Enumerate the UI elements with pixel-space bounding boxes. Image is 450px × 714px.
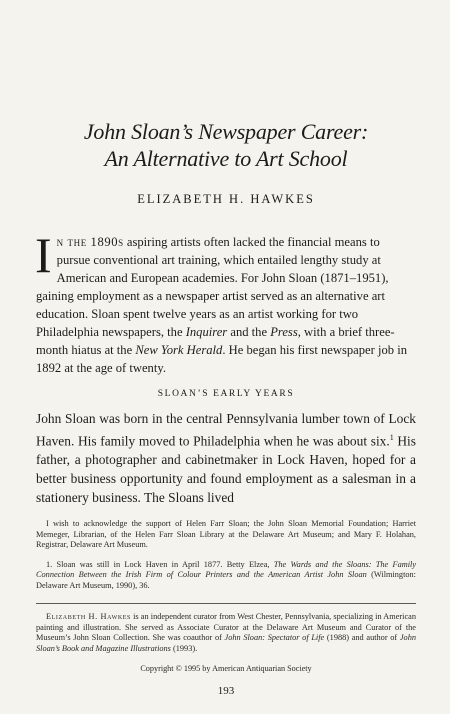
body-text-2: His father, a photographer and cabinetmaker in Lock Haven, hoped for a better business opportunity and found employment as a salesman in a stationery business. The Sloans lived (36, 433, 416, 506)
page-number: 193 (217, 684, 235, 697)
bio-text-1: is an independent curator from West Chester, Pennsylvania, specializing in American painting and illustration. She served as Associate Curator at the Delaware Art Museum and Curator of the Museum’s John Sloan Collection. She was coauthor of (36, 612, 416, 643)
intro-text-2: and the (227, 325, 271, 339)
bio-text-2: (1988) and author of (324, 633, 400, 643)
body-text-1: John Sloan was born in the central Pennsylvania lumber town of Lock Haven. His family moved to Philadelphia when he was about six. (36, 411, 416, 449)
intro-paragraph (35, 227, 416, 377)
newspaper-inquirer: Inquirer (185, 325, 228, 339)
intro-leadin: n the 1890s (56, 235, 124, 249)
bio-text-3: (1993). (170, 643, 198, 653)
acknowledgment-note: I wish to acknowledge the support of Helen Farr Sloan; the John Sloan Memorial Foundation; Harriet Memeger, Librarian, of the Helen Farr Sloan Library at the Delaware Art Museum; and Mary F. Holahan, Registrar, Delaware Art Museum. (36, 519, 416, 550)
intro-text-4: . He began his first newspaper job in 1892 at the age of twenty. (36, 343, 408, 375)
author-bio (36, 612, 416, 654)
intro-text-1: aspiring artists often lacked the financial means to pursue conventional art training, which entailed lengthy study at American and European academies. For John Sloan (1871–1951), gaining employment as a newspaper artist served as an alternative art education. Sloan spent twelve years as an artist working for two Philadelphia newspapers, the (36, 235, 389, 339)
divider-rule (36, 603, 416, 604)
intro-text-3: , with a brief three-month hiatus at the (36, 325, 395, 357)
footnote-1 (36, 560, 416, 592)
footnote-title: The Wards and the Sloans: The Family Connection Between the Irish Firm of Colour Printers and the American Artist John Sloan (36, 559, 417, 580)
article-title-line-2: An Alternative to Art School (104, 146, 348, 171)
body-paragraph (36, 409, 416, 507)
article-title-block (36, 0, 416, 207)
section-heading: SLOAN’S EARLY YEARS (157, 389, 295, 399)
article-title-line-1: John Sloan’s Newspaper Career: (83, 119, 369, 144)
copyright-line: Copyright © 1995 by American Antiquarian Society (140, 664, 312, 674)
bio-book-2: John Sloan’s Book and Magazine Illustrations (36, 633, 416, 653)
footnote-text-2: (Wilmington: Delaware Art Museum, 1990), 36. (36, 570, 416, 590)
author-name: ELIZABETH H. HAWKES (137, 192, 315, 206)
footnote-text-1: 1. Sloan was still in Lock Haven in April 1877. Betty Elzea, (46, 559, 274, 569)
bio-author-name: Elizabeth H. Hawkes (46, 612, 131, 622)
drop-cap: I (35, 227, 52, 283)
bio-book-1: John Sloan: Spectator of Life (224, 633, 325, 643)
newspaper-press: Press (270, 325, 298, 339)
newspaper-herald: New York Herald (135, 343, 223, 357)
footnote-marker: 1 (389, 433, 394, 442)
